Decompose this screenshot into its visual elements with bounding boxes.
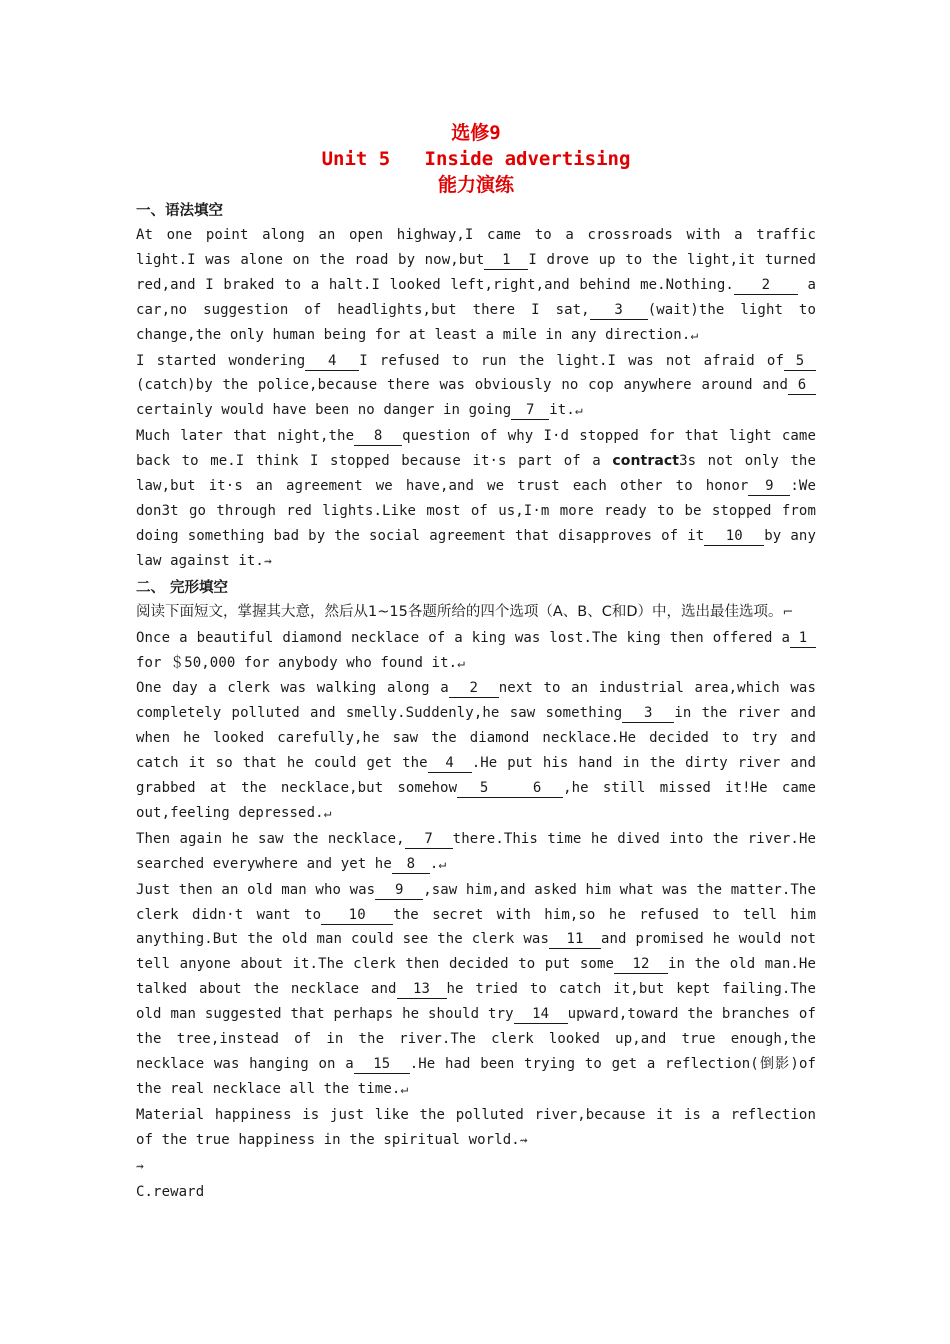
text: for ＄50,000 for anybody who found it. xyxy=(136,654,458,671)
grammar-paragraph-1 xyxy=(136,223,816,349)
text: (catch)by the police,because there was obviously no cop anywhere around and xyxy=(136,377,788,394)
blank-6[interactable]: 6 xyxy=(788,376,816,395)
blank-7[interactable]: 7 xyxy=(511,401,549,420)
cloze-blank-11[interactable]: 11 xyxy=(549,930,601,949)
paragraph-mark-icon: ↵ xyxy=(438,856,447,872)
section-end-icon: ⇝ xyxy=(136,1158,144,1174)
cloze-paragraph-1 xyxy=(136,626,816,677)
paragraph-mark-icon: ↵ xyxy=(323,805,332,821)
text: One day a clerk was walking along a xyxy=(136,680,449,697)
cloze-blank-14[interactable]: 14 xyxy=(514,1005,568,1024)
text: I started wondering xyxy=(136,352,306,369)
text: I drove up to the light,it turned red,and I braked to a halt.I looked left,right,and behind me.Nothing. xyxy=(136,251,816,293)
grammar-paragraph-2 xyxy=(136,349,816,425)
cloze-blank-12[interactable]: 12 xyxy=(614,955,668,974)
text: in the old man.He talked about the necklace and xyxy=(136,956,816,998)
text: and promised he would not tell anyone about it.The clerk then decided to put some xyxy=(136,931,816,973)
title-practice: 能力演练 xyxy=(437,174,514,196)
text: At one point along an open highway,I came to a crossroads with a traffic light.I was alone on the road by now,but xyxy=(136,227,816,268)
blank-10[interactable]: 10 xyxy=(704,527,764,546)
blank-3[interactable]: 3 xyxy=(590,301,648,320)
cloze-blank-10[interactable]: 10 xyxy=(321,906,393,925)
blank-5[interactable]: 5 xyxy=(784,352,816,371)
text: Once a beautiful diamond necklace of a king was lost.The king then offered a xyxy=(136,629,790,646)
intro-mark-icon: ⌐ xyxy=(782,604,794,620)
text: Much later that night,the xyxy=(136,428,355,445)
text: a car,no suggestion of headlights,but there I sat, xyxy=(136,276,816,318)
title-unit xyxy=(136,146,816,172)
unit-title-text: Unit 5 Inside advertising xyxy=(321,148,631,170)
blank-9[interactable]: 9 xyxy=(748,477,790,496)
text: .He put his hand in the dirty river and grabbed at the necklace,but somehow xyxy=(136,755,816,797)
text: by any law against it. xyxy=(136,527,816,569)
cloze-paragraph-4 xyxy=(136,878,816,1103)
text: upward,toward the branches of the tree,instead of in the river.The clerk looked up,and true enough,the necklace was hanging on a xyxy=(136,1006,816,1072)
cloze-blank-15[interactable]: 15 xyxy=(354,1055,410,1074)
paragraph-mark-icon: ↵ xyxy=(400,1081,409,1097)
section2-heading: 二、 完形填空 xyxy=(136,579,229,596)
cloze-blank-5[interactable]: 5 xyxy=(457,779,511,798)
blank-4[interactable]: 4 xyxy=(305,352,359,371)
text: (wait)the light to change,the only human being for at least a mile in any direction. xyxy=(136,301,816,343)
cloze-blank-9[interactable]: 9 xyxy=(375,881,423,900)
text: I refused to run the light.I was not afraid of xyxy=(359,352,784,369)
paragraph-mark-icon: ↵ xyxy=(457,655,466,671)
section-end-icon: ⇝ xyxy=(263,553,272,569)
cloze-blank-13[interactable]: 13 xyxy=(397,980,447,999)
text: he tried to catch it,but kept failing.The old man suggested that perhaps he should try xyxy=(136,981,816,1023)
cloze-instructions xyxy=(136,600,816,626)
text: question of why I·d stopped for that light came back to me.I think I stopped because it·s part of a xyxy=(136,428,816,470)
text: 3s not only the law,but it·s an agreement we have,and we trust each other to honor xyxy=(136,453,816,495)
paragraph-mark-icon: ↵ xyxy=(574,403,583,419)
text: ,he still missed it!He came out,feeling depressed. xyxy=(136,780,816,821)
text: the secret with him,so he refused to tell him anything.But the old man could see the clerk was xyxy=(136,906,816,948)
section-end-icon: ⇝ xyxy=(519,1132,528,1148)
text: . xyxy=(429,855,439,872)
text: there.This time he dived into the river.He searched everywhere and yet he xyxy=(136,830,816,872)
cloze-blank-1[interactable]: 1 xyxy=(790,629,816,648)
cloze-blank-2[interactable]: 2 xyxy=(449,679,499,698)
stray-mark-line xyxy=(136,1154,816,1180)
text: Then again he saw the necklace, xyxy=(136,830,405,847)
cloze-paragraph-5 xyxy=(136,1103,816,1154)
cloze-paragraph-2 xyxy=(136,676,816,826)
worksheet-page xyxy=(136,120,816,1204)
cloze-paragraph-3 xyxy=(136,827,816,878)
blank-2[interactable]: 2 xyxy=(734,276,798,295)
text: :We don3t go through red lights.Like most of us,I·m more ready to be stopped from doing something bad by the social agreement that disapproves of it xyxy=(136,478,816,544)
cloze-blank-4[interactable]: 4 xyxy=(428,754,472,773)
paragraph-mark-icon: ↵ xyxy=(690,327,699,343)
cloze-blank-3[interactable]: 3 xyxy=(622,704,674,723)
text: certainly would have been no danger in going xyxy=(136,402,512,419)
section1-heading: 一、语法填空 xyxy=(136,203,223,219)
instruction-text: 阅读下面短文，掌握其大意，然后从1~15各题所给的四个选项（A、B、C和D）中，选出最佳选项。 xyxy=(136,603,783,620)
text: next to an industrial area,which was completely polluted and smelly.Suddenly,he saw something xyxy=(136,680,816,722)
blank-1[interactable]: 1 xyxy=(484,251,528,270)
cloze-blank-8[interactable]: 8 xyxy=(392,855,430,874)
bold-word-contract: contract xyxy=(612,453,680,470)
grammar-paragraph-3 xyxy=(136,424,816,574)
option-c: C.reward xyxy=(136,1183,205,1200)
text: it. xyxy=(549,402,575,419)
text: .He had been trying to get a reflection(倒影)of the real necklace all the time. xyxy=(136,1056,817,1097)
cloze-blank-7[interactable]: 7 xyxy=(405,830,453,849)
text: in the river and when he looked carefully,he saw the diamond necklace.He decided to try and catch it so that he could get the xyxy=(136,705,816,772)
blank-8[interactable]: 8 xyxy=(354,427,402,446)
text: Material happiness is just like the polluted river,because it is a reflection of the true happiness in the spiritual world. xyxy=(136,1106,816,1148)
cloze-blank-6[interactable]: 6 xyxy=(511,779,563,798)
title-elective: 选修9 xyxy=(451,122,501,144)
text: ,saw him,and asked him what was the matter.The clerk didn·t want to xyxy=(136,881,816,923)
text: Just then an old man who was xyxy=(136,881,376,898)
